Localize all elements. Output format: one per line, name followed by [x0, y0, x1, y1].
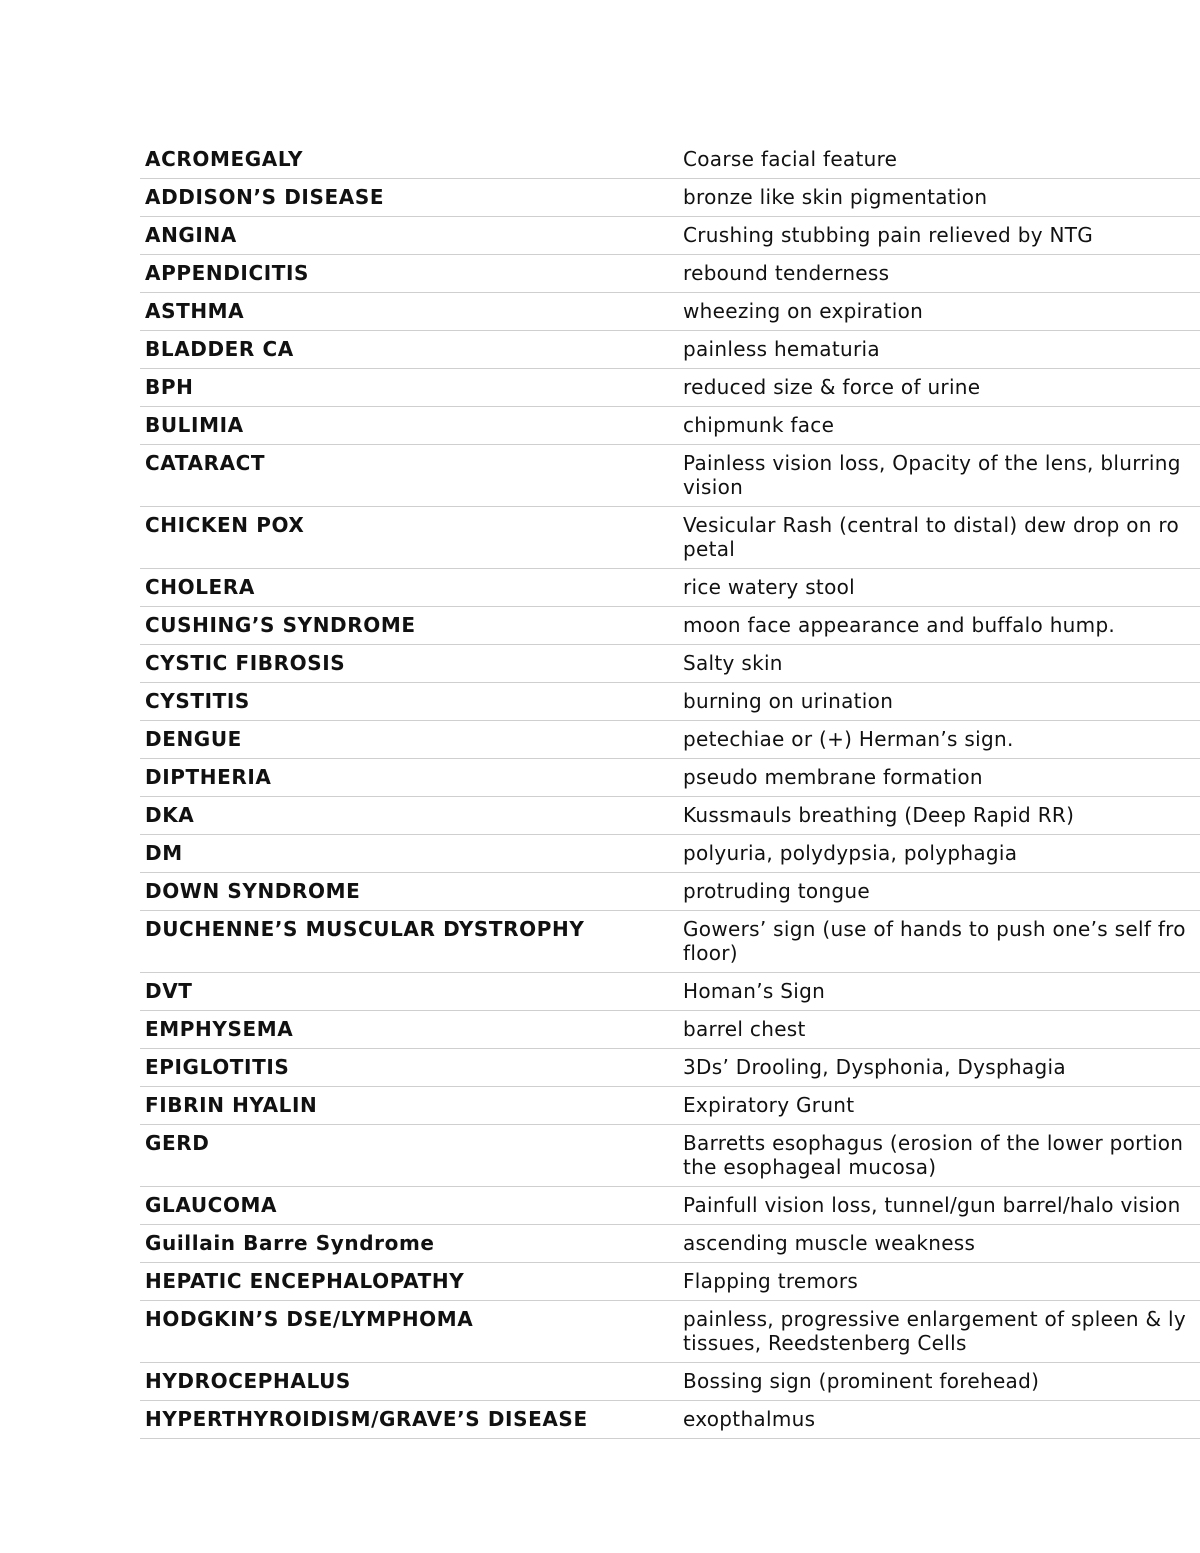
table-row	[140, 797, 1200, 835]
table-row	[140, 1363, 1200, 1401]
sign-cell	[677, 973, 1200, 1011]
table-row	[140, 607, 1200, 645]
sign-text-line: Kussmauls breathing (Deep Rapid RR)	[683, 803, 1075, 827]
sign-cell	[677, 721, 1200, 759]
condition-cell: ACROMEGALY	[140, 141, 677, 179]
sign-text-line: petal	[683, 537, 736, 561]
condition-cell: EMPHYSEMA	[140, 1011, 677, 1049]
sign-text-line: exopthalmus	[683, 1407, 816, 1431]
condition-cell: APPENDICITIS	[140, 255, 677, 293]
condition-cell: DVT	[140, 973, 677, 1011]
table-row	[140, 141, 1200, 179]
sign-text-line: burning on urination	[683, 689, 894, 713]
condition-cell: DM	[140, 835, 677, 873]
table-row	[140, 1187, 1200, 1225]
condition-cell: HODGKIN’S DSE/LYMPHOMA	[140, 1301, 677, 1363]
table-row	[140, 445, 1200, 507]
sign-text-line: rebound tenderness	[683, 261, 890, 285]
table-row	[140, 255, 1200, 293]
condition-cell: GERD	[140, 1125, 677, 1187]
condition-cell: DKA	[140, 797, 677, 835]
sign-cell	[677, 369, 1200, 407]
table-row	[140, 369, 1200, 407]
sign-cell	[677, 911, 1200, 973]
sign-text-line: Homan’s Sign	[683, 979, 826, 1003]
condition-cell: DIPTHERIA	[140, 759, 677, 797]
table-row	[140, 1087, 1200, 1125]
sign-cell	[677, 645, 1200, 683]
sign-text-line: floor)	[683, 941, 738, 965]
sign-cell	[677, 217, 1200, 255]
conditions-signs-table	[140, 141, 1200, 1439]
table-row	[140, 759, 1200, 797]
sign-text-line: 3Ds’ Drooling, Dysphonia, Dysphagia	[683, 1055, 1066, 1079]
sign-text-line: ascending muscle weakness	[683, 1231, 976, 1255]
sign-cell	[677, 407, 1200, 445]
sign-cell	[677, 1125, 1200, 1187]
sign-cell	[677, 1011, 1200, 1049]
sign-cell	[677, 445, 1200, 507]
sign-cell	[677, 293, 1200, 331]
table-row	[140, 293, 1200, 331]
table-row	[140, 569, 1200, 607]
condition-cell: Guillain Barre Syndrome	[140, 1225, 677, 1263]
sign-text-line: wheezing on expiration	[683, 299, 924, 323]
sign-text-line: reduced size & force of urine	[683, 375, 981, 399]
table-row	[140, 407, 1200, 445]
condition-cell: CHOLERA	[140, 569, 677, 607]
table-row	[140, 645, 1200, 683]
sign-cell	[677, 179, 1200, 217]
sign-cell	[677, 1187, 1200, 1225]
condition-cell: ANGINA	[140, 217, 677, 255]
condition-cell: ADDISON’S DISEASE	[140, 179, 677, 217]
table-row	[140, 331, 1200, 369]
sign-text-line: barrel chest	[683, 1017, 806, 1041]
sign-text-line: petechiae or (+) Herman’s sign.	[683, 727, 1014, 751]
condition-cell: HYPERTHYROIDISM/GRAVE’S DISEASE	[140, 1401, 677, 1439]
sign-cell	[677, 255, 1200, 293]
sign-text-line: Flapping tremors	[683, 1269, 859, 1293]
sign-text-line: polyuria, polydypsia, polyphagia	[683, 841, 1018, 865]
sign-text-line: chipmunk face	[683, 413, 835, 437]
condition-cell: DENGUE	[140, 721, 677, 759]
sign-cell	[677, 507, 1200, 569]
sign-text-line: Salty skin	[683, 651, 783, 675]
table-body	[140, 141, 1200, 1439]
sign-cell	[677, 1049, 1200, 1087]
table-row	[140, 1225, 1200, 1263]
sign-cell	[677, 683, 1200, 721]
condition-cell: DUCHENNE’S MUSCULAR DYSTROPHY	[140, 911, 677, 973]
table-row	[140, 1011, 1200, 1049]
sign-text-line: vision	[683, 475, 744, 499]
sign-cell	[677, 759, 1200, 797]
sign-text-line: Crushing stubbing pain relieved by NTG	[683, 223, 1094, 247]
sign-text-line: pseudo membrane formation	[683, 765, 983, 789]
sign-cell	[677, 141, 1200, 179]
condition-cell: HYDROCEPHALUS	[140, 1363, 677, 1401]
condition-cell: BPH	[140, 369, 677, 407]
condition-cell: CHICKEN POX	[140, 507, 677, 569]
sign-text-line: tissues, Reedstenberg Cells	[683, 1331, 967, 1355]
sign-cell	[677, 331, 1200, 369]
table-row	[140, 1049, 1200, 1087]
sign-text-line: Painless vision loss, Opacity of the lens, blurring	[683, 451, 1181, 475]
table-row	[140, 1125, 1200, 1187]
table-row	[140, 873, 1200, 911]
sign-text-line: the esophageal mucosa)	[683, 1155, 937, 1179]
condition-cell: EPIGLOTITIS	[140, 1049, 677, 1087]
sign-text-line: bronze like skin pigmentation	[683, 185, 988, 209]
sign-text-line: rice watery stool	[683, 575, 856, 599]
table-row	[140, 683, 1200, 721]
sign-cell	[677, 1363, 1200, 1401]
condition-cell: CUSHING’S SYNDROME	[140, 607, 677, 645]
table-row	[140, 973, 1200, 1011]
sign-text-line: protruding tongue	[683, 879, 870, 903]
sign-cell	[677, 835, 1200, 873]
table-row	[140, 1301, 1200, 1363]
table-row	[140, 507, 1200, 569]
sign-cell	[677, 797, 1200, 835]
sign-text-line: painless hematuria	[683, 337, 880, 361]
table-row	[140, 835, 1200, 873]
sign-text-line: Barretts esophagus (erosion of the lower portion	[683, 1131, 1184, 1155]
sign-text-line: Coarse facial feature	[683, 147, 898, 171]
sign-text-line: Vesicular Rash (central to distal) dew drop on ro	[683, 513, 1180, 537]
sign-text-line: Gowers’ sign (use of hands to push one’s self fro	[683, 917, 1186, 941]
condition-cell: DOWN SYNDROME	[140, 873, 677, 911]
sign-cell	[677, 1263, 1200, 1301]
condition-cell: CATARACT	[140, 445, 677, 507]
sign-cell	[677, 1401, 1200, 1439]
condition-cell: BULIMIA	[140, 407, 677, 445]
sign-cell	[677, 569, 1200, 607]
condition-cell: GLAUCOMA	[140, 1187, 677, 1225]
table-row	[140, 217, 1200, 255]
table-row	[140, 911, 1200, 973]
sign-text-line: Bossing sign (prominent forehead)	[683, 1369, 1040, 1393]
sign-cell	[677, 1225, 1200, 1263]
sign-cell	[677, 607, 1200, 645]
sign-text-line: painless, progressive enlargement of spleen & ly	[683, 1307, 1187, 1331]
condition-cell: CYSTITIS	[140, 683, 677, 721]
sign-cell	[677, 873, 1200, 911]
table-row	[140, 1263, 1200, 1301]
table-row	[140, 1401, 1200, 1439]
sign-cell	[677, 1087, 1200, 1125]
condition-cell: BLADDER CA	[140, 331, 677, 369]
table-row	[140, 721, 1200, 759]
condition-cell: CYSTIC FIBROSIS	[140, 645, 677, 683]
condition-cell: FIBRIN HYALIN	[140, 1087, 677, 1125]
table-row	[140, 179, 1200, 217]
sign-text-line: Expiratory Grunt	[683, 1093, 855, 1117]
sign-text-line: moon face appearance and buffalo hump.	[683, 613, 1116, 637]
condition-cell: ASTHMA	[140, 293, 677, 331]
condition-cell: HEPATIC ENCEPHALOPATHY	[140, 1263, 677, 1301]
sign-text-line: Painfull vision loss, tunnel/gun barrel/halo vision	[683, 1193, 1181, 1217]
sign-cell	[677, 1301, 1200, 1363]
